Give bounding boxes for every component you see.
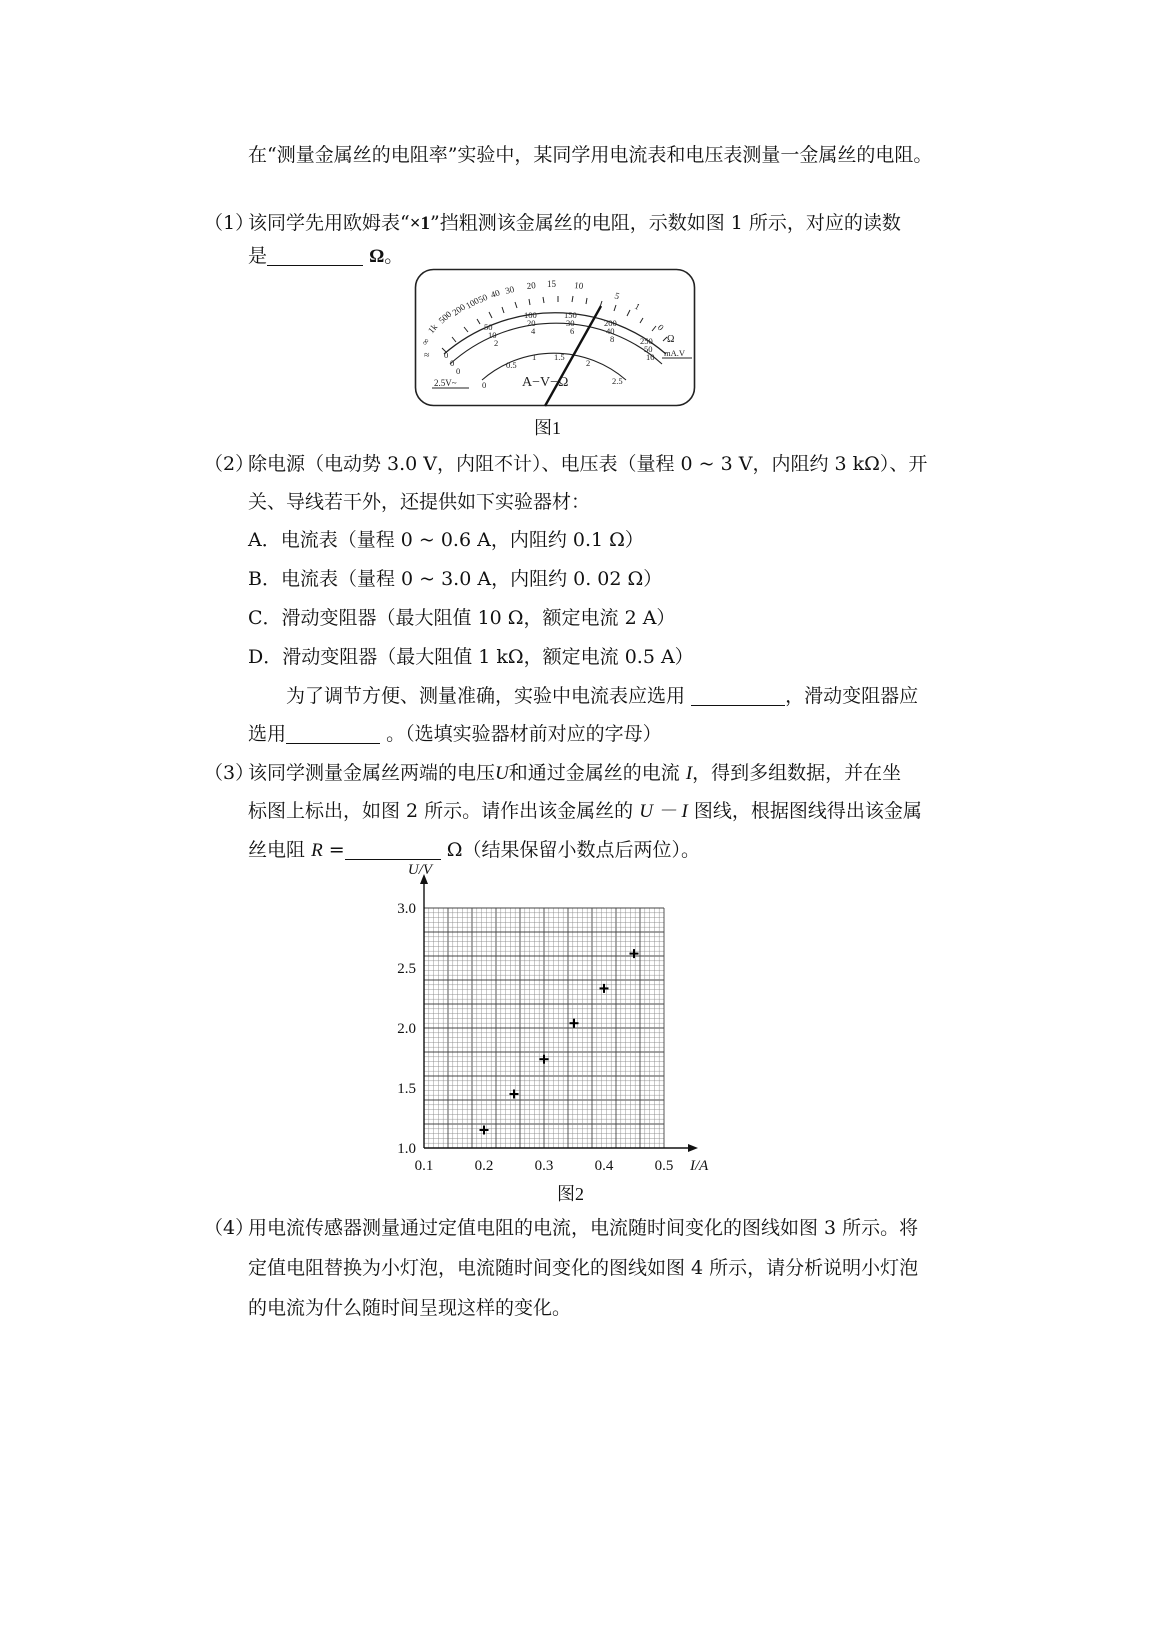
q1-line2	[248, 244, 403, 269]
q2-option-b: B．电流表（量程 0 ~ 3.0 A，内阻约 0. 02 Ω）	[248, 568, 663, 590]
dc-b-label-40: 40	[606, 326, 615, 336]
left-label: ≈	[424, 350, 430, 361]
dc-b-label-20: 20	[527, 318, 536, 328]
q3-var-i: I	[685, 763, 693, 784]
q2-line4-a: 选用	[248, 723, 287, 745]
q3-line2	[248, 799, 922, 824]
y-tick-label: 1.0	[397, 1141, 416, 1157]
q3-line1	[248, 761, 901, 786]
dc-a-label-250: 250	[640, 336, 653, 346]
meter-center-label: A−V−Ω	[522, 375, 569, 390]
y-axis-label: U/V	[407, 862, 433, 878]
ohm-label-40: 40	[489, 287, 502, 300]
figure-2-ui-chart	[384, 862, 724, 1174]
y-tick-label: 2.0	[397, 1021, 416, 1037]
q4-line1: 用电流传感器测量通过定值电阻的电流，电流随时间变化的图线如图 3 所示。将	[248, 1217, 919, 1239]
q2-line3-b: ，滑动变阻器应	[785, 685, 919, 707]
dc-a-label-200: 200	[604, 318, 617, 328]
q3-line2-a: 标图上标出，如图 2 所示。请作出该金属丝的	[248, 800, 634, 822]
q3-line3-a: 丝电阻	[248, 839, 306, 861]
ohm-label-500: 500	[436, 309, 454, 326]
q2-line3-a: 为了调节方便、测量准确，实验中电流表应选用	[286, 685, 686, 707]
data-point	[510, 1090, 519, 1099]
ac-label-0: 0	[482, 380, 487, 390]
ohm-label-5: 5	[613, 290, 621, 302]
q2-number: （2）	[204, 453, 255, 475]
q2-ammeter-blank[interactable]	[691, 685, 785, 706]
data-point	[570, 1019, 579, 1028]
q2-option-d: D．滑动变阻器（最大阻值 1 kΩ，额定电流 0.5 A）	[248, 646, 694, 668]
q2-rheostat-blank[interactable]	[286, 723, 380, 744]
figure-2-caption: 图2	[557, 1184, 584, 1204]
y-tick-label: 3.0	[397, 901, 416, 917]
dc-c-label-8: 8	[610, 334, 615, 344]
intro-text: 在“测量金属丝的电阻率”实验中，某同学用电流表和电压表测量一金属丝的电阻。	[248, 144, 933, 166]
q2-line4-b: 。（选填实验器材前对应的字母）	[386, 723, 662, 745]
data-point	[630, 949, 639, 958]
ohm-label-1: 1	[633, 300, 642, 312]
chart-axes	[420, 874, 698, 1152]
data-point	[600, 984, 609, 993]
ac-label-2: 2	[586, 358, 591, 368]
dc-a-label-0: 0	[444, 350, 449, 360]
q3-line1-b: 和通过金属丝的电流	[508, 762, 680, 784]
q2-option-c: C．滑动变阻器（最大阻值 10 Ω，额定电流 2 A）	[248, 607, 676, 629]
chart-points	[480, 949, 639, 1134]
right-label-ma-v: mA.V	[664, 348, 686, 358]
ac-label-0-5: 0.5	[506, 360, 517, 370]
q3-line3-c: Ω（结果保留小数点后两位）。	[446, 839, 700, 861]
q1-line1	[248, 211, 901, 236]
q2-line4	[248, 722, 662, 746]
y-tick-label: 1.5	[397, 1081, 416, 1097]
ohm-label-15: 15	[547, 279, 556, 289]
q1-text-a: 该同学先用欧姆表“	[248, 212, 410, 234]
q1-answer-blank[interactable]	[267, 245, 363, 266]
dc-b-label-0: 0	[450, 358, 455, 368]
x-axis-label: I/A	[690, 1158, 709, 1174]
x-tick-label: 0.3	[534, 1158, 554, 1174]
data-point	[540, 1055, 549, 1064]
q3-line1-c: ，得到多组数据，并在坐	[692, 762, 902, 784]
q3-resistance-blank[interactable]	[345, 839, 441, 860]
ohm-label-10: 10	[573, 280, 584, 291]
ohm-label-20: 20	[526, 280, 537, 291]
q1-text-c: 是	[248, 245, 268, 267]
x-axis-arrow	[688, 1144, 698, 1152]
q4-line3: 的电流为什么随时间呈现这样的变化。	[248, 1297, 572, 1319]
left-label-ac: 2.5V~	[434, 378, 457, 388]
ohm-label-inf: ∞	[419, 336, 432, 348]
ohm-label-30: 30	[504, 284, 516, 296]
ohm-label-50: 50	[476, 291, 490, 305]
q2-option-a: A．电流表（量程 0 ~ 0.6 A，内阻约 0.1 Ω）	[248, 529, 644, 551]
q1-unit: Ω	[369, 246, 385, 267]
q4-line2: 定值电阻替换为小灯泡，电流随时间变化的图线如图 4 所示，请分析说明小灯泡	[248, 1257, 919, 1279]
q2-line3	[286, 684, 918, 708]
x-tick-label: 0.1	[414, 1158, 434, 1174]
dc-c-label-0: 0	[456, 366, 461, 376]
dc-a-label-100: 100	[524, 310, 537, 320]
q3-line1-a: 该同学测量金属丝两端的电压	[248, 762, 496, 784]
dc-a-label-150: 150	[564, 310, 577, 320]
q1-text-b: ”挡粗测该金属丝的电阻，示数如图 1 所示，对应的读数	[430, 212, 901, 234]
dc-scale-labels	[444, 310, 655, 376]
q1-number: （1）	[204, 212, 255, 234]
dc-c-label-2: 2	[494, 338, 499, 348]
q3-number: （3）	[204, 762, 255, 784]
figure-1-multimeter	[414, 268, 696, 408]
chart-grid	[424, 908, 664, 1148]
ohm-label-200: 200	[450, 301, 468, 318]
q2-line1: 除电源（电动势 3.0 V，内阻不计）、电压表（量程 0 ~ 3 V，内阻约 3 kΩ）、开	[248, 453, 928, 475]
ohm-label-0: 0	[655, 322, 666, 333]
dc-b-label-30: 30	[566, 318, 575, 328]
ac-label-1-5: 1.5	[554, 352, 565, 362]
x-tick-label: 0.5	[654, 1158, 674, 1174]
q3-ui-label: U － I	[639, 801, 688, 822]
dc-c-label-4: 4	[531, 326, 536, 336]
x-tick-label: 0.4	[594, 1158, 614, 1174]
q4-number: （4）	[204, 1217, 255, 1239]
figure-1-caption: 图1	[534, 418, 561, 438]
q3-var-u: U	[495, 763, 509, 784]
x-tick-label: 0.2	[474, 1158, 494, 1174]
dc-b-label-10: 10	[488, 330, 497, 340]
q1-end: 。	[384, 245, 404, 267]
ac-label-2-5: 2.5	[612, 376, 623, 386]
q2-line2: 关、导线若干外，还提供如下实验器材：	[248, 491, 591, 513]
right-label-ohm: Ω	[667, 334, 675, 345]
data-point	[480, 1126, 489, 1135]
dc-b-label-50: 50	[644, 344, 653, 354]
dc-c-label-6: 6	[570, 326, 575, 336]
ohm-label-1k: 1k	[425, 321, 440, 336]
q3-var-r: R	[311, 840, 323, 861]
ohm-label-100: 100	[464, 295, 481, 311]
q3-line2-c: 图线，根据图线得出该金属	[693, 800, 922, 822]
dc-a-label-50: 50	[484, 322, 493, 332]
dc-c-label-10: 10	[646, 352, 655, 362]
q1-times-one: ×1	[409, 213, 431, 234]
ac-label-1: 1	[532, 352, 537, 362]
y-tick-label: 2.5	[397, 961, 416, 977]
q3-line3	[248, 838, 700, 863]
q3-line3-b: =	[328, 839, 345, 861]
